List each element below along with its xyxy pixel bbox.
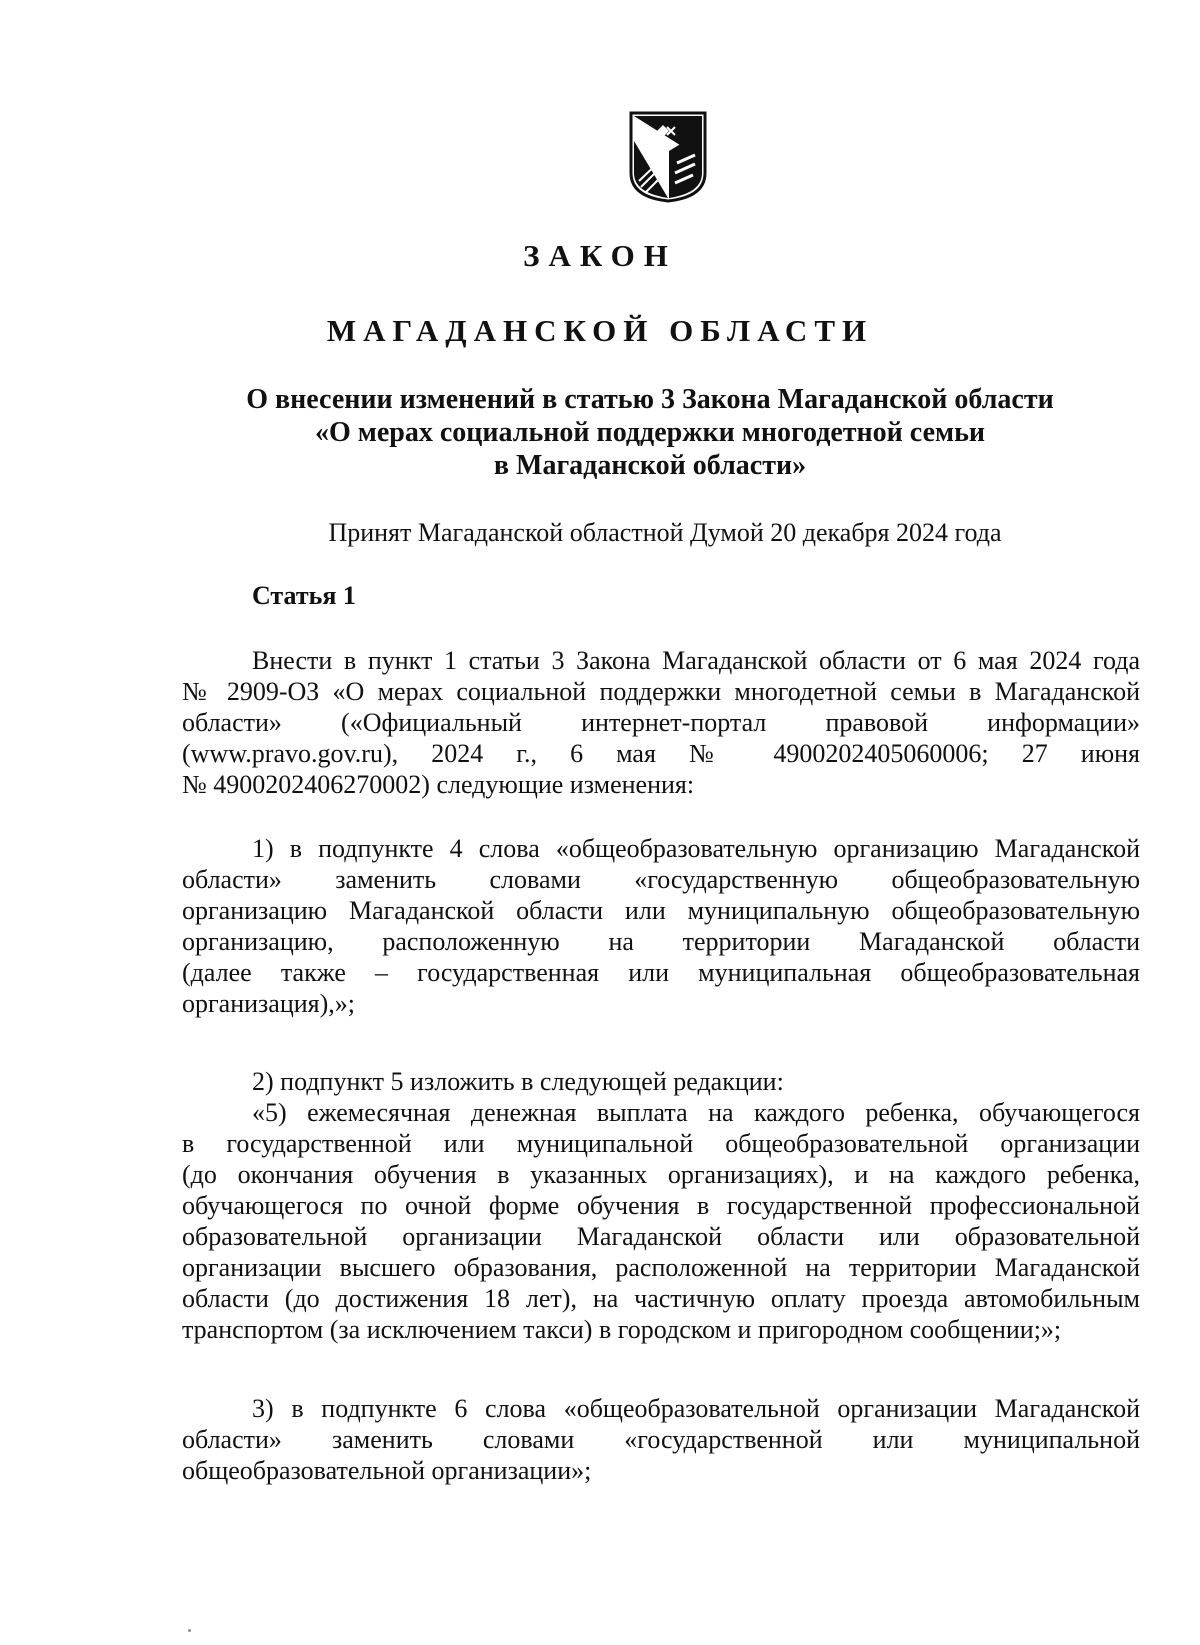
text-line: 2) подпункт 5 изложить в следующей редакции: (252, 1067, 784, 1096)
text-line: обучающегося по очной форме обучения в государственной профессиональной (182, 1191, 1140, 1220)
text-line: организации высшего образования, расположенной на территории Магаданской (182, 1253, 1140, 1282)
law-name-line: в Магаданской области» (493, 450, 807, 481)
article-heading: Статья 1 (252, 581, 356, 610)
text-line: образовательной организации Магаданской области или образовательной (182, 1222, 1140, 1251)
adoption-note: Принят Магаданской областной Думой 20 декабря 2024 года (328, 518, 1002, 547)
text-line: 1) в подпункте 4 слова «общеобразовательную организацию Магаданской (252, 834, 1140, 863)
amendment-item-3 (182, 1393, 1140, 1486)
text-line: области» заменить словами «государственную общеобразовательную (182, 865, 1140, 894)
region-title: МАГАДАНСКОЙ ОБЛАСТИ (326, 313, 874, 348)
text-line: транспортом (за исключением такси) в городском и пригородном сообщении;»; (182, 1315, 1062, 1344)
amendment-item-1 (182, 833, 1140, 1019)
article-intro-paragraph (182, 645, 1140, 800)
text-line: в государственной или муниципальной общеобразовательной организации (182, 1129, 1140, 1158)
document-title: ЗАКОН (523, 238, 677, 273)
text-line: организацию Магаданской области или муниципальную общеобразовательную (182, 896, 1140, 925)
text-line: № 2909-ОЗ «О мерах социальной поддержки многодетной семьи в Магаданской (182, 677, 1140, 706)
amendment-item-2 (182, 1066, 1140, 1345)
text-line: № 4900202406270002) следующие изменения: (182, 770, 695, 799)
text-line: Внести в пункт 1 статьи 3 Закона Магаданской области от 6 мая 2024 года (252, 646, 1140, 675)
law-name-line: О внесении изменений в статью 3 Закона Магаданской области (246, 384, 1054, 415)
scan-speck (188, 1629, 191, 1632)
text-line: области (до достижения 18 лет), на частичную оплату проезда автомобильным (182, 1284, 1140, 1313)
text-line: (далее также – государственная или муниципальная общеобразовательная (182, 958, 1140, 987)
text-line: 3) в подпункте 6 слова «общеобразовательной организации Магаданской (252, 1394, 1140, 1423)
text-line: (www.pravo.gov.ru), 2024 г., 6 мая № 4900202405060006; 27 июня (182, 739, 1140, 768)
law-name-line: «О мерах социальной поддержки многодетной семьи (314, 417, 986, 448)
law-name (150, 383, 1150, 482)
coat-of-arms-emblem (629, 111, 707, 203)
text-line: организация),»; (182, 989, 356, 1018)
text-line: организацию, расположенную на территории Магаданской области (182, 927, 1140, 956)
text-line: области» («Официальный интернет-портал правовой информации» (182, 708, 1140, 737)
text-line: (до окончания обучения в указанных организациях), и на каждого ребенка, (182, 1160, 1140, 1189)
text-line: «5) ежемесячная денежная выплата на каждого ребенка, обучающегося (252, 1098, 1140, 1127)
text-line: общеобразовательной организации»; (182, 1456, 592, 1485)
text-line: области» заменить словами «государственной или муниципальной (182, 1425, 1140, 1454)
